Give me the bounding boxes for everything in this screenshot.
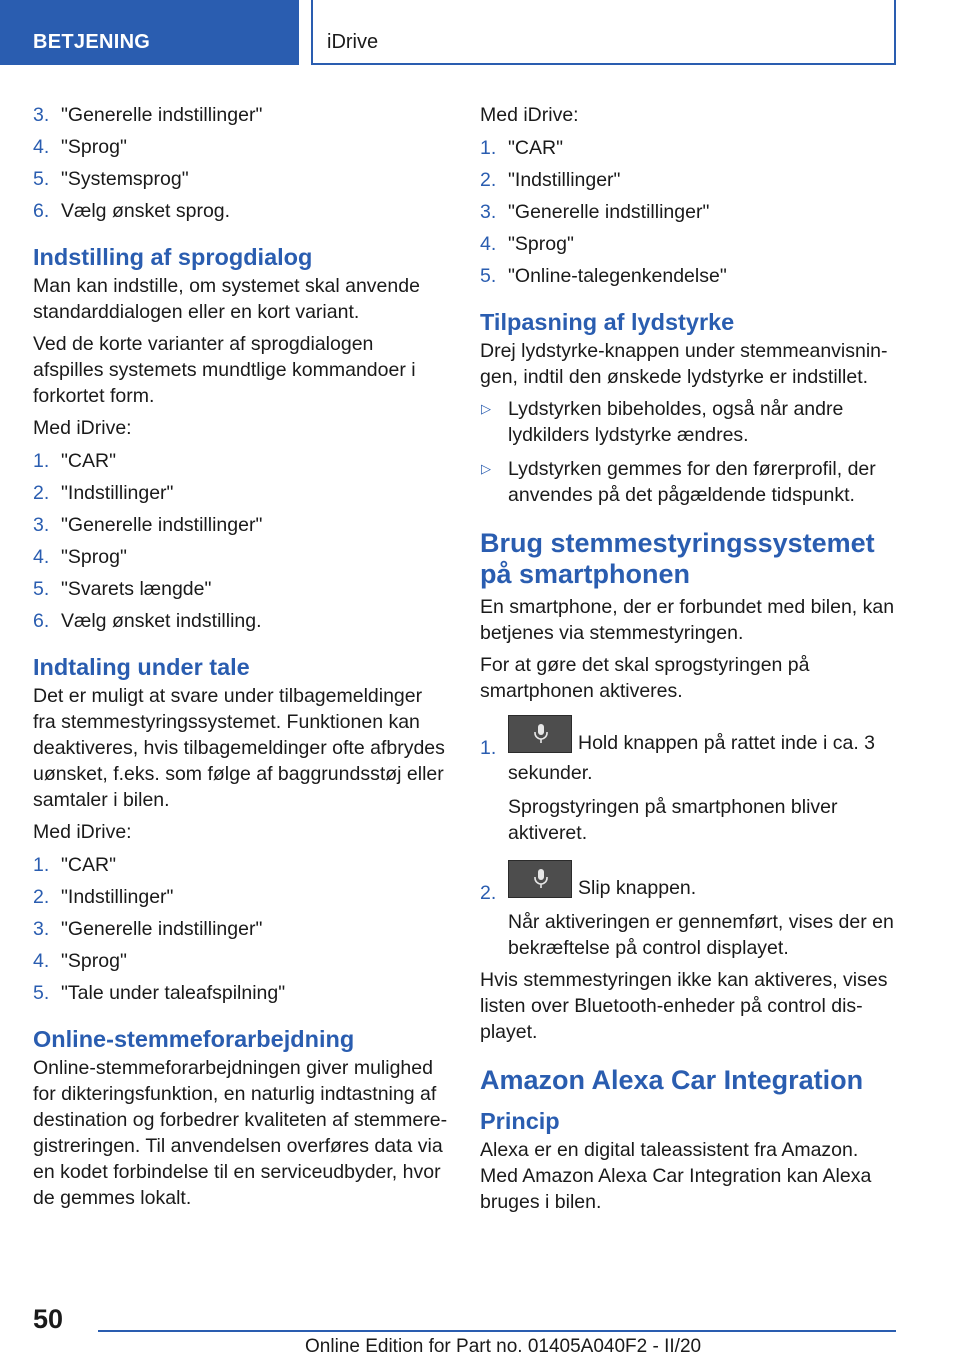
- list-item: 5. "Online-talegenkendelse": [480, 265, 727, 287]
- list-item: ▷ Lydstyrken gemmes for den førerprofil, der anvendes på det pågældende tidspunkt.: [481, 458, 876, 506]
- paragraph: Med iDrive:: [480, 104, 579, 126]
- bullet-list-lydstyrke: [480, 396, 896, 508]
- section-title: BETJENING: [33, 31, 151, 53]
- steps-list-smartphone: [480, 711, 896, 961]
- microphone-icon: [533, 723, 549, 745]
- steps-list-systemsprog: [33, 102, 449, 224]
- list-item: 2. "Indstillinger": [33, 482, 174, 504]
- paragraph: Når aktiveringen er gennemført, vises der en bekræftelse på control displayet.: [508, 911, 894, 959]
- list-item: 3. "Generelle indstillinger": [33, 514, 263, 536]
- footer-divider: [98, 1330, 896, 1332]
- list-item: 5. "Svarets længde": [33, 578, 212, 600]
- paragraph: Online-stemmeforarbejdningen giver mulighed for dikteringsfunktion, en naturlig indtastning af destination og forbedrer kvaliteten af stemmeregistreringen. Til anvendelsen overføres data via en kodet forbindelse til en serviceudbyder, hvor de gemmes lokalt.: [33, 1057, 448, 1209]
- steps-list-online: [480, 135, 896, 289]
- right-column: [480, 102, 896, 1221]
- voice-button-image: [508, 715, 572, 753]
- list-item: 1. "CAR": [33, 854, 117, 876]
- voice-button-image: [508, 860, 572, 898]
- heading-lydstyrke: Tilpasning af lydstyrke: [480, 309, 735, 335]
- paragraph: Drej lydstyrke-knappen under stemmeanvisningen, indtil den ønskede lydstyrke er indstillet.: [480, 340, 888, 388]
- paragraph: Hvis stemmestyringen ikke kan aktiveres, vises listen over Bluetooth-enheder på control displayet.: [480, 969, 888, 1043]
- list-item: 3. "Generelle indstillinger": [33, 104, 263, 126]
- heading-alexa: Amazon Alexa Car Integration: [480, 1065, 864, 1095]
- list-item: 1. Hold knappen på rattet inde i ca. 3 sekunder. Sprogstyringen på smartphonen bliver aktiveret.: [480, 711, 896, 846]
- paragraph: Med iDrive:: [33, 821, 132, 843]
- list-item: 5. "Systemsprog": [33, 168, 189, 190]
- list-item: 5. "Tale under taleafspilning": [33, 982, 286, 1004]
- triangle-bullet-icon: ▷: [481, 461, 491, 476]
- list-item: 2. "Indstillinger": [33, 886, 174, 908]
- list-item: 4. "Sprog": [33, 950, 127, 972]
- heading-smartphone: Brug stemmestyringssystemet på smartphonen: [480, 528, 875, 589]
- heading-princip: Princip: [480, 1108, 560, 1134]
- microphone-icon: [533, 868, 549, 890]
- list-item: 4. "Sprog": [480, 233, 574, 255]
- list-item: 4. "Sprog": [33, 546, 127, 568]
- list-item: 1. "CAR": [33, 450, 117, 472]
- paragraph: En smartphone, der er forbundet med bilen, kan betjenes via stemmestyringen.: [480, 596, 895, 644]
- paragraph: Man kan indstille, om systemet skal anvende standarddialogen eller en kort variant.: [33, 275, 420, 323]
- section-tab: [0, 0, 299, 65]
- paragraph: Alexa er en digital taleassistent fra Amazon. Med Amazon Alexa Car Integration kan Alexa bruges i bilen.: [480, 1139, 872, 1213]
- heading-sprogdialog: Indstilling af sprogdialog: [33, 244, 313, 270]
- heading-indtaling: Indtaling under tale: [33, 654, 250, 680]
- paragraph: Ved de korte varianter af sprogdialogen afspilles systemets mundtlige kommandoer i forkortet form.: [33, 333, 416, 407]
- footer-edition: Online Edition for Part no. 01405A040F2 - II/20: [305, 1336, 702, 1357]
- chapter-tab: [311, 0, 896, 65]
- paragraph: Med iDrive:: [33, 417, 132, 439]
- list-item: 3. "Generelle indstillinger": [480, 201, 710, 223]
- list-item: ▷ Lydstyrken bibeholdes, også når andre lydkilders lydstyrke ændres.: [481, 398, 844, 446]
- steps-list-indtaling: [33, 852, 449, 1006]
- list-item: 2. "Indstillinger": [480, 169, 621, 191]
- list-item: 2. Slip knappen. Når aktiveringen er gennemført, vises der en bekræftelse på control displayet.: [480, 856, 896, 961]
- left-column: [33, 102, 449, 1217]
- list-item: 1. "CAR": [480, 137, 564, 159]
- list-item: 3. "Generelle indstillinger": [33, 918, 263, 940]
- chapter-title: iDrive: [327, 31, 379, 53]
- list-item: 6. Vælg ønsket indstilling.: [33, 610, 262, 632]
- list-item: 6. Vælg ønsket sprog.: [33, 200, 231, 222]
- paragraph: Sprogstyringen på smartphonen bliver aktiveret.: [508, 796, 838, 844]
- steps-list-sprogdialog: [33, 448, 449, 634]
- paragraph: For at gøre det skal sprogstyringen på smartphonen aktiveres.: [480, 654, 810, 702]
- paragraph: Det er muligt at svare under tilbagemeldinger fra stemmestyringssystemet. Funktionen kan deaktiveres, hvis tilbagemeldinger ofte afbrydes uønsket, f.eks. som følge af baggrundsstøj eller samtaler i bilen.: [33, 685, 445, 811]
- page-number: 50: [33, 1304, 64, 1334]
- list-item: 4. "Sprog": [33, 136, 127, 158]
- triangle-bullet-icon: ▷: [481, 401, 491, 416]
- heading-online: Online-stemmeforarbejdning: [33, 1026, 355, 1052]
